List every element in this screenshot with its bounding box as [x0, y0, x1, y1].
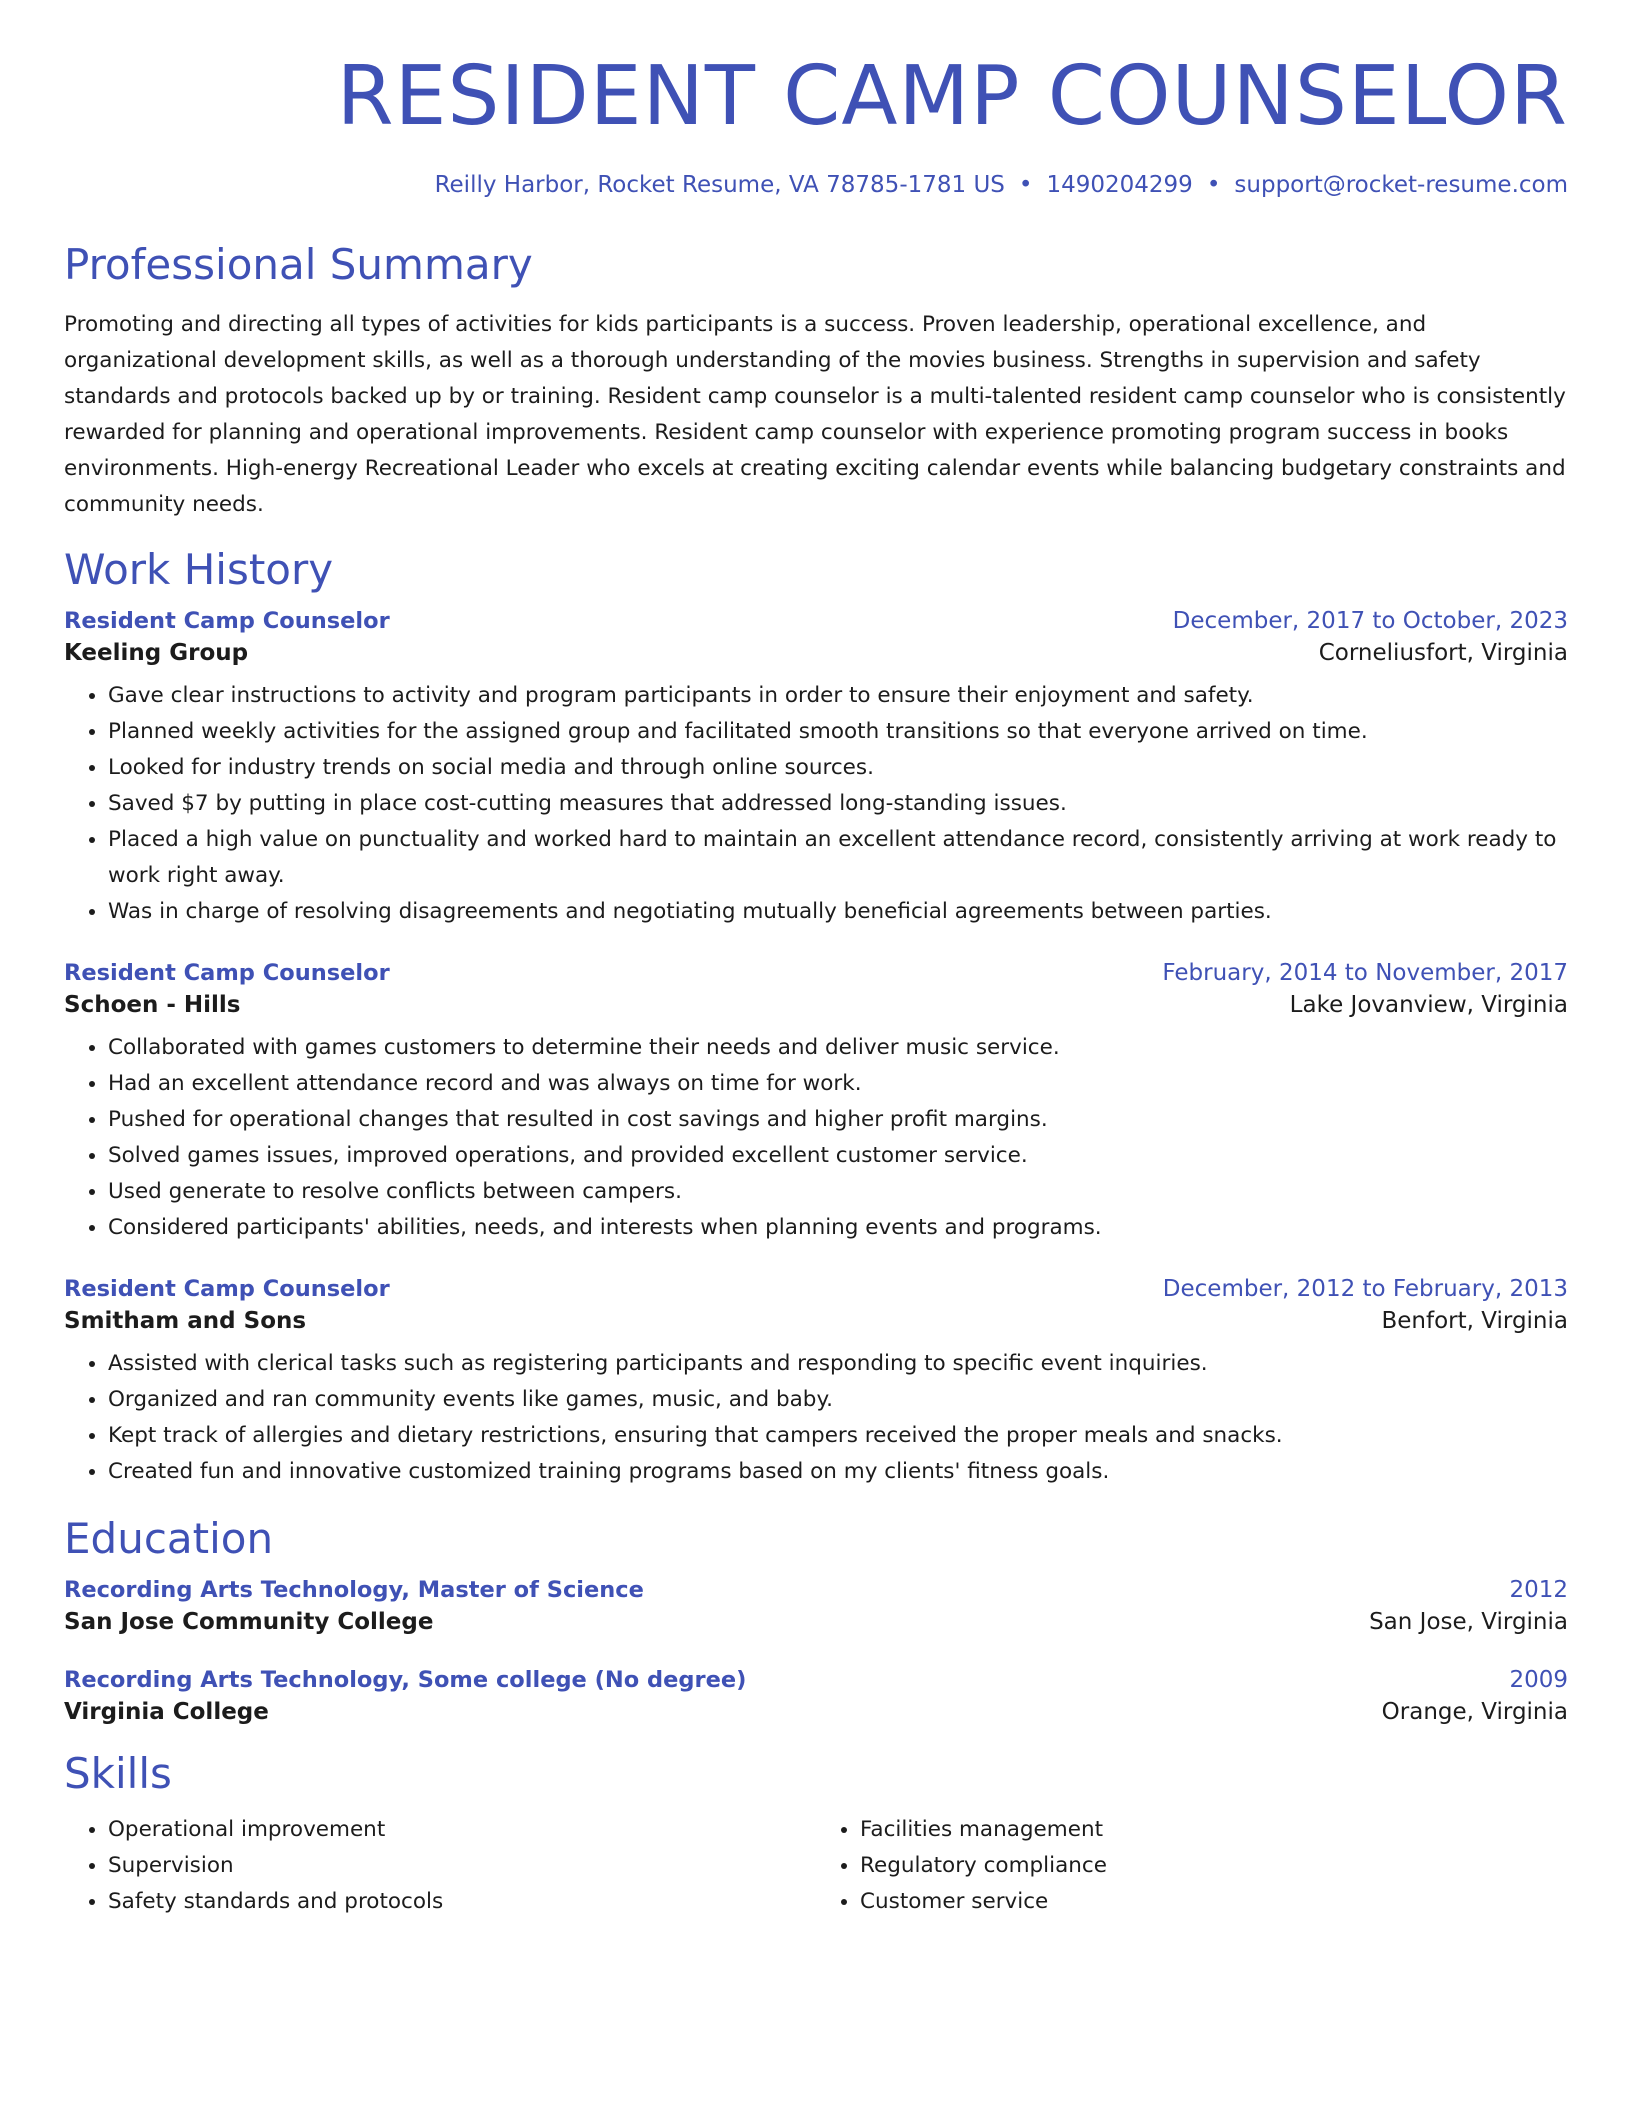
job-bullet: • Created fun and innovative customized training programs based on my clients' fitness goals.: [108, 1454, 1568, 1490]
education-location: San Jose, Virginia: [1369, 1609, 1568, 1636]
job-bullets: [64, 678, 1568, 930]
job-entry: [64, 960, 1568, 1246]
education-school: Virginia College: [64, 1699, 269, 1726]
job-bullet: • Was in charge of resolving disagreements and negotiating mutually beneficial agreements between parties.: [108, 894, 1568, 930]
job-dates: December, 2012 to February, 2013: [1162, 1276, 1568, 1303]
job-role: Resident Camp Counselor: [64, 1276, 390, 1303]
job-company-row: [64, 992, 1568, 1018]
job-bullet: • Had an excellent attendance record and was always on time for work.: [108, 1066, 1568, 1102]
contact-line: [64, 172, 1568, 198]
job-role: Resident Camp Counselor: [64, 608, 390, 635]
contact-separator: •: [1018, 172, 1033, 199]
education-entry: [64, 1667, 1568, 1725]
skill-item: • Facilities management: [860, 1812, 1568, 1848]
job-bullet: • Gave clear instructions to activity and program participants in order to ensure their enjoyment and safety.: [108, 678, 1568, 714]
job-bullet: • Collaborated with games customers to determine their needs and deliver music service.: [108, 1030, 1568, 1066]
job-company-row: [64, 1308, 1568, 1334]
job-company: Smitham and Sons: [64, 1308, 307, 1335]
skills-columns: [64, 1812, 1568, 1920]
skill-item: • Safety standards and protocols: [108, 1884, 816, 1920]
job-bullet: • Placed a high value on punctuality and worked hard to maintain an excellent attendance record, consistently arriving at work ready to work right away.: [108, 822, 1568, 894]
education-school: San Jose Community College: [64, 1609, 434, 1636]
contact-phone: 1490204299: [1046, 172, 1193, 199]
job-company-row: [64, 640, 1568, 666]
summary-text: Promoting and directing all types of activities for kids participants is a success. Proven leadership, operational excellence, and organizational development skills, as well as a thorough understanding of the movies business. Strengths in supervision and safety standards and protocols backed up by or training. Resident camp counselor is a multi-talented resident camp counselor who is consistently rewarded for planning and operational improvements. Resident camp counselor with experience promoting program success in books environments. High-energy Recreational Leader who excels at creating exciting calendar events while balancing budgetary constraints and community needs.: [64, 312, 1566, 518]
job-header-row: [64, 960, 1568, 986]
education-heading: Education: [64, 1514, 274, 1564]
education-entry: [64, 1577, 1568, 1635]
summary-heading: Professional Summary: [64, 240, 533, 290]
job-location: Corneliusfort, Virginia: [1318, 640, 1568, 667]
resume-title: RESIDENT CAMP COUNSELOR: [336, 49, 1568, 144]
job-entry: [64, 608, 1568, 930]
job-bullet: • Used generate to resolve conflicts between campers.: [108, 1174, 1568, 1210]
contact-address: Reilly Harbor, Rocket Resume, VA 78785-1781 US: [434, 172, 1005, 199]
skills-list-left: [64, 1812, 816, 1920]
contact-separator: •: [1206, 172, 1221, 199]
job-location: Benfort, Virginia: [1381, 1308, 1568, 1335]
job-bullet: • Solved games issues, improved operations, and provided excellent customer service.: [108, 1138, 1568, 1174]
job-company: Keeling Group: [64, 640, 249, 667]
education-year: 2009: [1509, 1667, 1568, 1694]
job-bullet: • Organized and ran community events like games, music, and baby.: [108, 1382, 1568, 1418]
job-bullet: • Assisted with clerical tasks such as registering participants and responding to specific event inquiries.: [108, 1346, 1568, 1382]
job-bullet: • Planned weekly activities for the assigned group and facilitated smooth transitions so that everyone arrived on time.: [108, 714, 1568, 750]
education-degree: Recording Arts Technology, Master of Science: [64, 1577, 644, 1604]
education-degree: Recording Arts Technology, Some college (No degree): [64, 1667, 747, 1694]
job-entry: [64, 1276, 1568, 1490]
job-header-row: [64, 608, 1568, 634]
job-bullets: [64, 1030, 1568, 1246]
education-school-row: [64, 1699, 1568, 1725]
job-bullets: [64, 1346, 1568, 1490]
education-header-row: [64, 1667, 1568, 1693]
job-role: Resident Camp Counselor: [64, 960, 390, 987]
job-location: Lake Jovanview, Virginia: [1289, 992, 1568, 1019]
job-bullet: • Considered participants' abilities, needs, and interests when planning events and programs.: [108, 1210, 1568, 1246]
job-bullet: • Kept track of allergies and dietary restrictions, ensuring that campers received the proper meals and snacks.: [108, 1418, 1568, 1454]
skill-item: • Regulatory compliance: [860, 1848, 1568, 1884]
education-header-row: [64, 1577, 1568, 1603]
skill-item: • Customer service: [860, 1884, 1568, 1920]
skill-item: • Supervision: [108, 1848, 816, 1884]
job-bullet: • Pushed for operational changes that resulted in cost savings and higher profit margins.: [108, 1102, 1568, 1138]
job-dates: February, 2014 to November, 2017: [1162, 960, 1568, 987]
job-bullet: • Saved $7 by putting in place cost-cutting measures that addressed long-standing issues.: [108, 786, 1568, 822]
education-school-row: [64, 1609, 1568, 1635]
job-header-row: [64, 1276, 1568, 1302]
education-location: Orange, Virginia: [1381, 1699, 1568, 1726]
job-dates: December, 2017 to October, 2023: [1172, 608, 1568, 635]
skill-item: • Operational improvement: [108, 1812, 816, 1848]
work-history-heading: Work History: [64, 545, 334, 595]
education-year: 2012: [1509, 1577, 1568, 1604]
job-company: Schoen - Hills: [64, 992, 241, 1019]
skills-heading: Skills: [64, 1749, 172, 1799]
contact-email: support@rocket-resume.com: [1234, 172, 1568, 199]
skills-list-right: [816, 1812, 1568, 1920]
job-bullet: • Looked for industry trends on social media and through online sources.: [108, 750, 1568, 786]
